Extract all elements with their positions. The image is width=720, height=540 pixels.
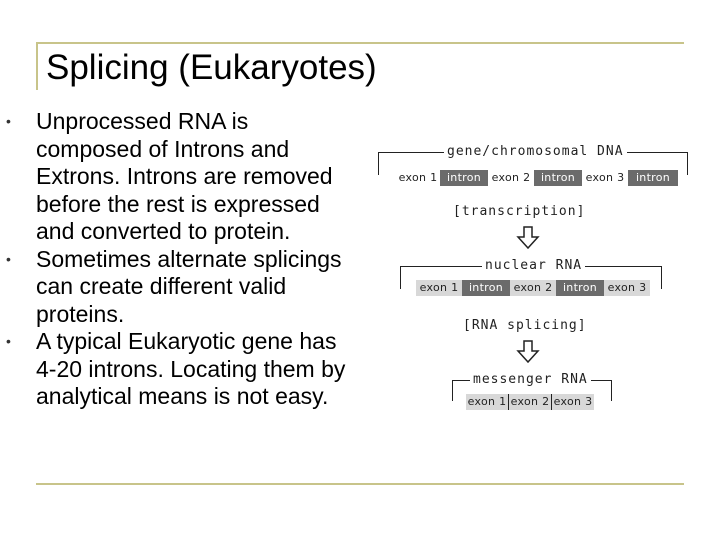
bullet-item-1: [6, 108, 366, 246]
nuclear-exon-1: exon 1: [416, 280, 462, 296]
bullet-item-3: [6, 328, 366, 411]
down-arrow-icon: [516, 226, 540, 250]
nuclear-label: nuclear RNA: [482, 258, 585, 273]
frame-bottom-line: [36, 483, 684, 485]
bullet-text: A typical Eukaryotic gene has 4-20 introns. Locating them by analytical means is not easy.: [36, 328, 346, 409]
transcription-label: [transcription]: [450, 204, 588, 219]
nuclear-exon-3: exon 3: [604, 280, 650, 296]
bullet-dot-icon: •: [6, 250, 11, 267]
dna-intron-1: intron: [440, 170, 488, 186]
messenger-label: messenger RNA: [470, 372, 591, 387]
frame-top-line: [36, 42, 684, 44]
frame-left-line: [36, 42, 38, 90]
bullet-text: Sometimes alternate splicings can create different valid proteins.: [36, 245, 342, 327]
splicing-label: [RNA splicing]: [460, 318, 590, 333]
bullet-list: [6, 108, 366, 411]
dna-exon-2: exon 2: [488, 170, 534, 186]
splicing-diagram: [360, 130, 720, 430]
nuclear-exon-2: exon 2: [510, 280, 556, 296]
bullet-dot-icon: •: [6, 333, 11, 349]
dna-label: gene/chromosomal DNA: [444, 144, 627, 159]
dna-intron-3: intron: [628, 170, 678, 186]
dna-intron-2: intron: [534, 170, 582, 186]
dna-exon-1: exon 1: [396, 170, 440, 186]
dna-exon-3: exon 3: [582, 170, 628, 186]
bullet-dot-icon: •: [6, 113, 11, 129]
slide-title: Splicing (Eukaryotes): [46, 48, 377, 87]
messenger-exon-1: exon 1: [466, 394, 509, 410]
down-arrow-icon: [516, 340, 540, 364]
messenger-exon-2: exon 2: [509, 394, 552, 410]
nuclear-intron-1: intron: [462, 280, 510, 296]
messenger-exon-3: exon 3: [553, 395, 593, 408]
bullet-item-2: [6, 246, 366, 329]
nuclear-intron-2: intron: [556, 280, 604, 296]
bullet-text: Unprocessed RNA is composed of Introns and Extrons. Introns are removed before the rest is expressed and converted to protein.: [36, 108, 333, 244]
